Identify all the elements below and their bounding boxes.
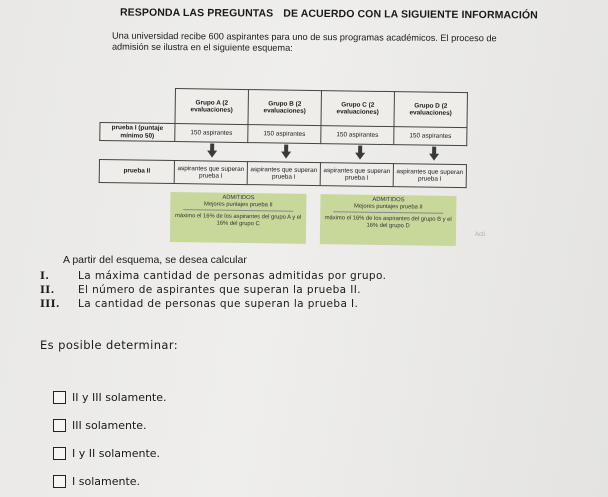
option-checkbox[interactable] — [53, 475, 66, 488]
question-text: Es posible determinar: — [40, 338, 179, 352]
admitidos-title: ADMITIDOS — [222, 194, 255, 202]
admitidos-subtitle: Mejores puntajes prueba II — [204, 201, 273, 209]
option-label: I solamente. — [72, 474, 141, 488]
down-arrow-icon — [207, 151, 217, 158]
statement-list — [40, 270, 600, 312]
option-label: I y II solamente. — [72, 446, 161, 460]
answer-option[interactable] — [53, 383, 167, 411]
group-header: Grupo D (2 evaluaciones) — [394, 92, 467, 128]
option-checkbox[interactable] — [53, 391, 66, 404]
row1-cell: 150 aspirantes — [248, 125, 321, 144]
admitidos-subtitle: Mejores puntajes prueba II — [353, 203, 423, 211]
intro-text: Una universidad recibe 600 aspirantes para uno de sus programas académicos. El proceso de admisión se ilustra en el siguiente esquema: — [111, 30, 497, 53]
statement-number: I. — [40, 270, 50, 282]
row2-cell: aspirantes que superan prueba I — [174, 161, 247, 185]
down-arrow-icon — [429, 154, 439, 161]
answer-option[interactable] — [53, 439, 167, 467]
group-header: Grupo A (2 evaluaciones) — [175, 89, 248, 125]
option-checkbox[interactable] — [53, 447, 66, 460]
statement-text: El número de aspirantes que superan la prueba II. — [78, 284, 361, 296]
statement-text: La máxima cantidad de personas admitidas por grupo. — [78, 270, 387, 282]
empty-corner — [100, 88, 175, 124]
header-part1: RESPONDA LAS PREGUNTAS — [119, 6, 274, 20]
answer-option[interactable] — [53, 467, 167, 495]
option-checkbox[interactable] — [53, 419, 66, 432]
admitidos-rule: máximo el 16% de los aspirantes del grupo B y el 16% del grupo D — [324, 215, 452, 230]
admission-table — [99, 87, 468, 188]
admitidos-box-a-c — [170, 192, 307, 244]
down-arrow-icon — [355, 153, 365, 160]
admitidos-box-b-d — [320, 194, 457, 246]
option-label: III solamente. — [72, 418, 147, 432]
group-header: Grupo B (2 evaluaciones) — [248, 90, 321, 126]
row-label-prueba-1: prueba I (puntaje mínimo 50) — [100, 123, 175, 142]
statement-text: La cantidad de personas que superan la prueba I. — [78, 298, 359, 310]
statement-number: III. — [40, 298, 60, 310]
row1-cell: 150 aspirantes — [321, 126, 394, 145]
statement-number: II. — [40, 284, 55, 296]
lead-text: A partir del esquema, se desea calcular — [63, 254, 247, 266]
watermark-text: Acti — [475, 232, 486, 238]
answer-options — [53, 383, 167, 495]
admitidos-title: ADMITIDOS — [372, 196, 405, 204]
row2-cell: aspirantes que superan prueba I — [320, 163, 393, 187]
row1-cell: 150 aspirantes — [394, 127, 467, 146]
row2-cell: aspirantes que superan prueba I — [247, 162, 320, 186]
instructions-header — [120, 7, 538, 22]
admission-diagram — [98, 87, 480, 252]
admitidos-rule: máximo el 16% de los aspirantes del grupo A y el 16% del grupo C — [174, 213, 302, 228]
group-header: Grupo C (2 evaluaciones) — [321, 91, 394, 127]
header-part2: DE ACUERDO CON LA SIGUIENTE INFORMACIÓN — [283, 7, 538, 22]
row2-cell: aspirantes que superan prueba I — [393, 164, 466, 188]
row-label-prueba-2: prueba II — [99, 159, 174, 183]
option-label: II y III solamente. — [72, 390, 167, 404]
statement-item — [40, 284, 600, 298]
statement-item — [40, 298, 600, 312]
statement-item — [40, 270, 600, 284]
down-arrow-icon — [281, 152, 291, 159]
row1-cell: 150 aspirantes — [175, 124, 248, 143]
answer-option[interactable] — [53, 411, 167, 439]
